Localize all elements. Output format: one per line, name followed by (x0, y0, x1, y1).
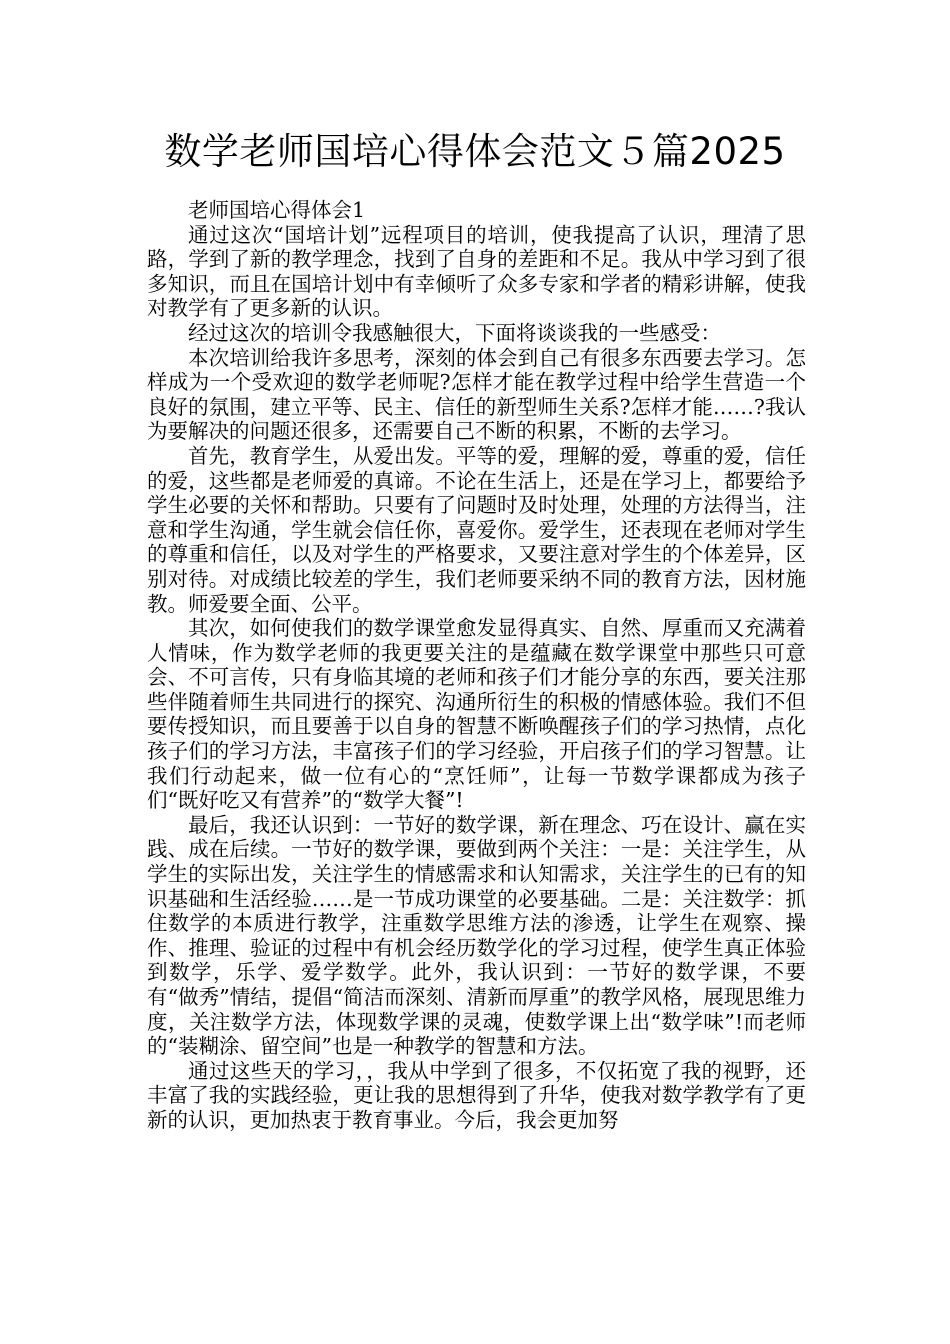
paragraph: 经过这次的培训令我感触很大，下面将谈谈我的一些感受： (188, 320, 721, 345)
document-title: 数学老师国培心得体会范文５篇2025 (164, 130, 786, 173)
paragraph: 本次培训给我许多思考，深刻的体会到自己有很多东西要去学习。怎样成为一个受欢迎的数学老师呢?怎样才能在教学过程中给学生营造一个良好的氛围，建立平等、民主、信任的新型师生关系?怎样才能……?我认为要解决的问题还很多，还需要自己不断的积累，不断的去学习。 (147, 345, 806, 444)
paragraph: 通过这些天的学习，，我从中学到了很多，不仅拓宽了我的视野，还丰富了我的实践经验，更让我的思想得到了升华，使我对数学教学有了更新的认识，更加热衷于教育事业。今后，我会更加努 (147, 1058, 806, 1132)
paragraph: 通过这次“国培计划”远程项目的培训，使我提高了认识，理清了思路，学到了新的教学理念，找到了自身的差距和不足。我从中学习到了很多知识，而且在国培计划中有幸倾听了众多专家和学者的精彩讲解，使我对教学有了更多新的认识。 (147, 222, 806, 321)
section-heading: 老师国培心得体会1 (188, 198, 366, 222)
paragraph: 首先，教育学生，从爱出发。平等的爱，理解的爱，尊重的爱，信任的爱，这些都是老师爱的真谛。不论在生活上，还是在学习上，都要给予学生必要的关怀和帮助。只要有了问题时及时处理，处理的方法得当，注意和学生沟通，学生就会信任你，喜爱你。爱学生，还表现在老师对学生的尊重和信任，以及对学生的严格要求，又要注意对学生的个体差异，区别对待。对成绩比较差的学生，我们老师要采纳不同的教育方法，因材施教。师爱要全面、公平。 (147, 443, 806, 616)
document-body (147, 198, 806, 1133)
paragraph: 最后，我还认识到：一节好的数学课，新在理念、巧在设计、赢在实践、成在后续。一节好的数学课，要做到两个关注：一是：关注学生，从学生的实际出发，关注学生的情感需求和认知需求，关注学生的已有的知识基础和生活经验……是一节成功课堂的必要基础。二是：关注数学：抓住数学的本质进行教学，注重数学思维方法的渗透，让学生在观察、操作、推理、验证的过程中有机会经历数学化的学习过程，使学生真正体验到数学，乐学、爱学数学。此外，我认识到：一节好的数学课，不要有“做秀”情结，提倡“简洁而深刻、清新而厚重”的教学风格，展现思维力度，关注数学方法，体现数学课的灵魂，使数学课上出“数学味”!而老师的“装糊涂、留空间”也是一种教学的智慧和方法。 (147, 812, 806, 1059)
paragraph: 其次，如何使我们的数学课堂愈发显得真实、自然、厚重而又充满着人情味，作为数学老师的我更要关注的是蕴藏在数学课堂中那些只可意会、不可言传，只有身临其境的老师和孩子们才能分享的东西，要关注那些伴随着师生共同进行的探究、沟通所衍生的积极的情感体验。我们不但要传授知识，而且要善于以自身的智慧不断唤醒孩子们的学习热情，点化孩子们的学习方法，丰富孩子们的学习经验，开启孩子们的学习智慧。让我们行动起来，做一位有心的“烹饪师”，让每一节数学课都成为孩子们“既好吃又有营养”的“数学大餐”! (147, 616, 806, 813)
